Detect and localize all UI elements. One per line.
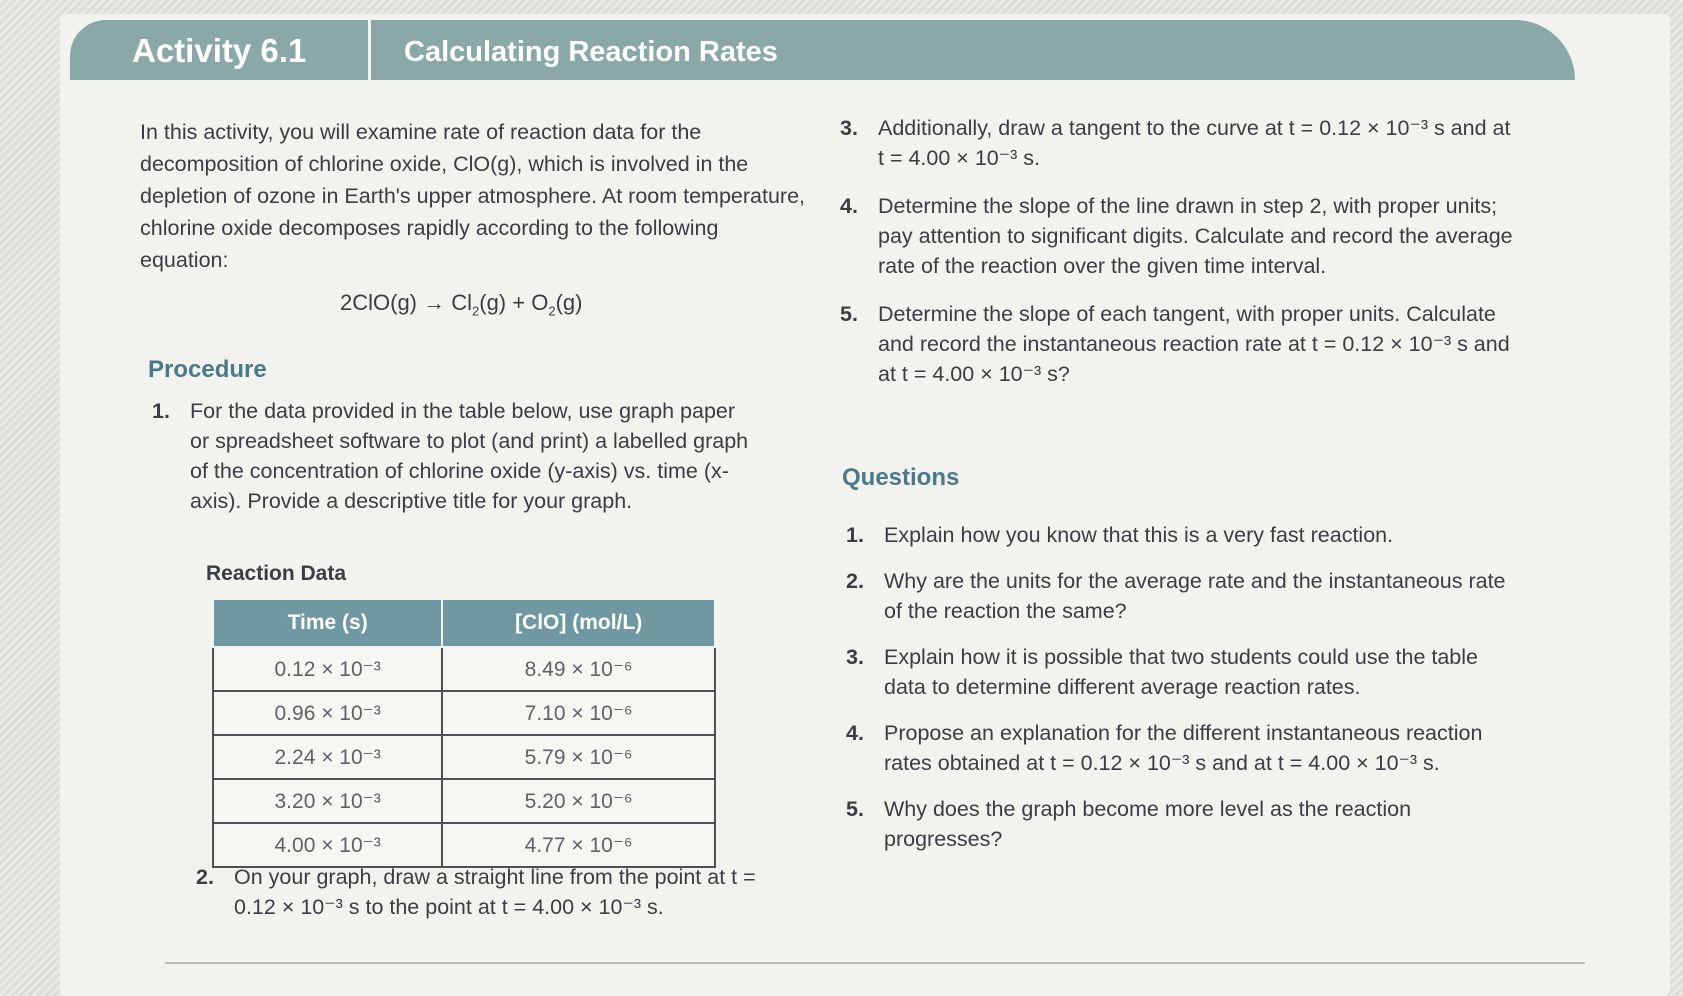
step-number: 3. — [840, 116, 858, 140]
activity-number: Activity 6.1 — [132, 32, 307, 69]
concentration-cell: 5.79 × 10⁻⁶ — [442, 735, 715, 779]
banner-divider — [368, 20, 371, 82]
question-5 — [846, 794, 1506, 854]
step-number: 5. — [840, 302, 858, 326]
column-header-time: Time (s) — [213, 599, 442, 647]
question-text: Why are the units for the average rate and the instantaneous rate of the reaction the same? — [884, 569, 1506, 623]
table-row — [213, 823, 715, 867]
equation-mid: (g) + O — [479, 290, 549, 315]
question-number: 2. — [846, 569, 864, 593]
reaction-data-table — [212, 598, 716, 868]
concentration-cell: 5.20 × 10⁻⁶ — [442, 779, 715, 823]
equation-subscript-1: 2 — [472, 303, 480, 319]
questions-list — [846, 520, 1506, 854]
table-row — [213, 779, 715, 823]
question-1 — [846, 520, 1506, 550]
step-text: Determine the slope of the line drawn in step 2, with proper units; pay attention to significant digits. Calculate and record the average rate of the reaction over the given time interval. — [878, 194, 1513, 278]
procedure-step-5 — [840, 299, 1520, 389]
column-header-concentration: [ClO] (mol/L) — [442, 599, 715, 647]
procedure-step-3 — [840, 113, 1520, 173]
step-text: Determine the slope of each tangent, with proper units. Calculate and record the instantaneous reaction rate at t = 0.12 × 10⁻³ s and at t = 4.00 × 10⁻³ s? — [878, 302, 1510, 386]
questions-heading: Questions — [842, 464, 960, 491]
concentration-cell: 7.10 × 10⁻⁶ — [442, 691, 715, 735]
time-cell: 4.00 × 10⁻³ — [213, 823, 442, 867]
question-text: Explain how you know that this is a very fast reaction. — [884, 523, 1394, 547]
procedure-step-2-list — [196, 862, 796, 922]
question-number: 5. — [846, 797, 864, 821]
chemical-equation — [340, 290, 582, 318]
intro-paragraph: In this activity, you will examine rate of reaction data for the decomposition of chlorine oxide, ClO(g), which is involved in the depletion of ozone in Earth's upper atmosphere. At room temperature, chlorine oxide decomposes rapidly according to the following equation: — [140, 120, 806, 272]
procedure-steps-left — [152, 396, 752, 516]
question-text: Propose an explanation for the different instantaneous reaction rates obtained at t = 0.12 × 10⁻³ s and at t = 4.00 × 10⁻³ s. — [884, 721, 1483, 775]
table-header-row — [213, 599, 715, 647]
equation-rhs: (g) — [555, 290, 583, 315]
table-caption: Reaction Data — [206, 562, 347, 585]
procedure-steps-right — [840, 113, 1520, 389]
equation-subscript-2: 2 — [548, 303, 556, 319]
activity-title: Calculating Reaction Rates — [404, 36, 778, 68]
table-row — [213, 735, 715, 779]
time-cell: 2.24 × 10⁻³ — [213, 735, 442, 779]
question-number: 3. — [846, 645, 864, 669]
step-text: On your graph, draw a straight line from the point at t = 0.12 × 10⁻³ s to the point at t = 4.00 × 10⁻³ s. — [234, 865, 756, 919]
equation-lhs: 2ClO(g) → Cl — [340, 290, 473, 315]
concentration-cell: 8.49 × 10⁻⁶ — [442, 647, 715, 691]
time-cell: 0.12 × 10⁻³ — [213, 647, 442, 691]
question-text: Explain how it is possible that two students could use the table data to determine different average reaction rates. — [884, 645, 1478, 699]
concentration-cell: 4.77 × 10⁻⁶ — [442, 823, 715, 867]
question-number: 1. — [846, 523, 864, 547]
page-bottom-rule — [165, 962, 1585, 964]
question-text: Why does the graph become more level as the reaction progresses? — [884, 797, 1412, 851]
table-row — [213, 691, 715, 735]
step-text: For the data provided in the table below, use graph paper or spreadsheet software to plot (and print) a labelled graph of the concentration of chlorine oxide (y-axis) vs. time (x-axis). Provide a descriptive title for your graph. — [190, 399, 749, 513]
question-3 — [846, 642, 1506, 702]
question-number: 4. — [846, 721, 864, 745]
procedure-heading: Procedure — [148, 356, 267, 383]
question-4 — [846, 718, 1506, 778]
step-number: 2. — [196, 865, 214, 889]
question-2 — [846, 566, 1506, 626]
time-cell: 3.20 × 10⁻³ — [213, 779, 442, 823]
step-number: 1. — [152, 399, 170, 423]
activity-banner — [70, 20, 1575, 80]
table-row — [213, 647, 715, 691]
procedure-step-1 — [152, 396, 752, 516]
step-text: Additionally, draw a tangent to the curve at t = 0.12 × 10⁻³ s and at t = 4.00 × 10⁻³ s. — [878, 116, 1511, 170]
time-cell: 0.96 × 10⁻³ — [213, 691, 442, 735]
step-number: 4. — [840, 194, 858, 218]
procedure-step-2 — [196, 862, 796, 922]
procedure-step-4 — [840, 191, 1520, 281]
